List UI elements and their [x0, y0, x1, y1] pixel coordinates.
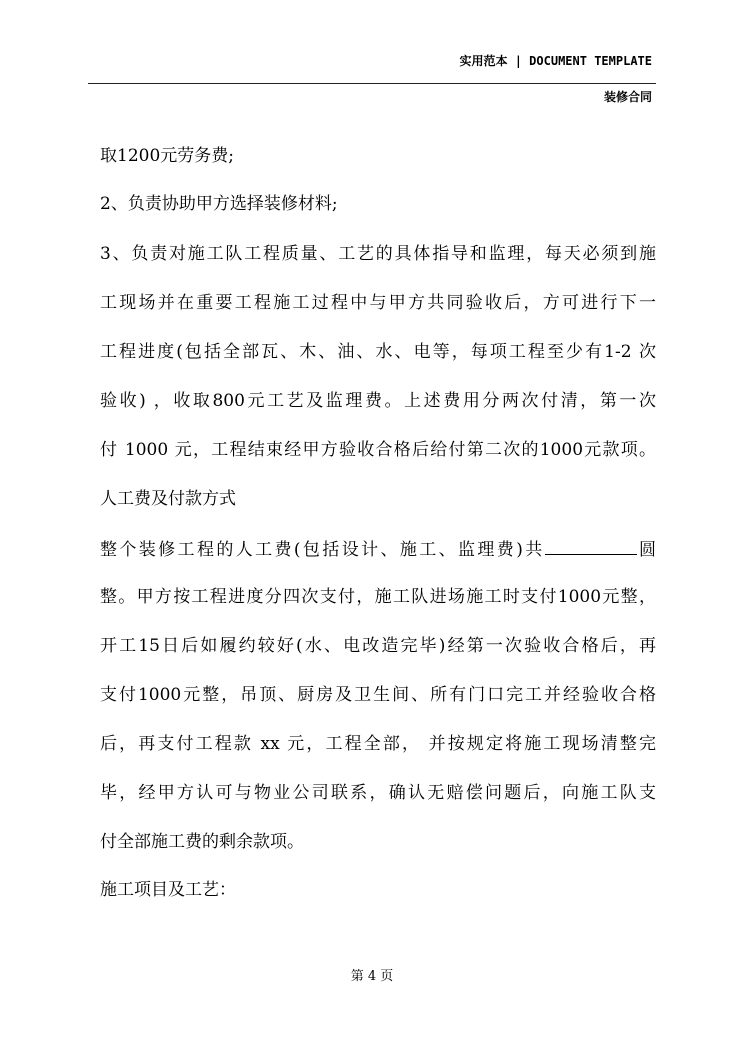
header-subtitle: 装修合同: [603, 90, 652, 104]
body-line: 验收) ，收取800元工艺及监理费。上述费用分两次付清，第一次: [100, 391, 656, 411]
body-line-text: 整个装修工程的人工费(包括设计、施工、监理费)共: [100, 540, 545, 560]
body-line: 取1200元劳务费;: [100, 146, 234, 166]
body-line: 毕，经甲方认可与物业公司联系，确认无赔偿问题后，向施工队支: [100, 783, 656, 803]
section-heading: 人工费及付款方式: [100, 489, 236, 509]
page-number: 第 4 页: [350, 969, 394, 984]
body-line: 开工15日后如履约较好(水、电改造完毕)经第一次验收合格后，再: [100, 636, 656, 656]
body-line: 3、负责对施工队工程质量、工艺的具体指导和监理，每天必须到施: [100, 244, 656, 264]
body-line: 工程进度(包括全部瓦、木、油、水、电等，每项工程至少有1-2 次: [100, 342, 656, 362]
body-line: 整。甲方按工程进度分四次支付，施工队进场施工时支付1000元整，: [100, 587, 656, 607]
section-heading: 施工项目及工艺：: [100, 880, 236, 900]
header-divider: [88, 83, 656, 84]
body-line-text: 圆: [636, 540, 656, 560]
body-line: 支付1000元整，吊顶、厨房及卫生间、所有门口完工并经验收合格: [100, 685, 656, 705]
body-line: 后，再支付工程款 xx 元，工程全部， 并按规定将施工现场清整完: [100, 734, 656, 754]
body-line: 工现场并在重要工程施工过程中与甲方共同验收后，方可进行下一: [100, 293, 656, 313]
body-line: 付 1000 元，工程结束经甲方验收合格后给付第二次的1000元款项。: [100, 440, 656, 460]
body-line: 2、负责协助甲方选择装修材料;: [100, 194, 338, 214]
body-line: 付全部施工费的剩余款项。: [100, 832, 304, 852]
body-line: [100, 538, 656, 560]
fill-in-blank: [545, 538, 637, 555]
header-brand: 实用范本 | DOCUMENT TEMPLATE: [459, 54, 652, 68]
